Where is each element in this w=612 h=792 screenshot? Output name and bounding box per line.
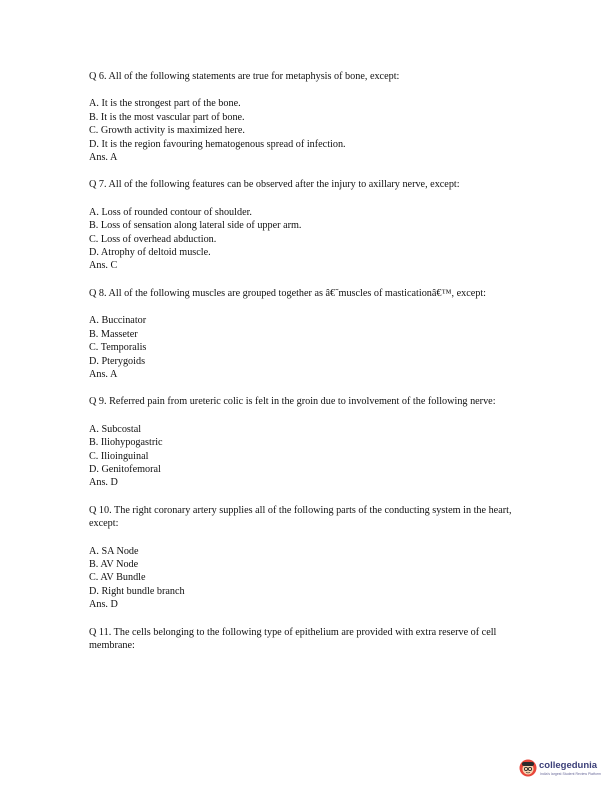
option-a: A. Buccinator — [89, 315, 147, 327]
answer: Ans. A — [89, 368, 118, 380]
option-a: A. Subcostal — [89, 423, 142, 435]
option-c: C. AV Bundle — [89, 572, 146, 584]
mascot-icon — [519, 759, 537, 777]
option-a: A. SA Node — [89, 545, 139, 557]
logo-tagline: India's largest Student Review Platform — [540, 772, 601, 776]
question-stem: Q 11. The cells belonging to the following type of epithelium are provided with extra reserve of cell membrane: — [89, 626, 497, 651]
document-body — [89, 70, 529, 666]
answer: Ans. D — [89, 477, 118, 489]
question-11 — [89, 626, 529, 653]
logo-name: collegedunia — [539, 760, 598, 771]
question-stem: Q 8. All of the following muscles are grouped together as â€˜muscles of masticationâ€™, except: — [89, 287, 486, 299]
option-d: D. Pterygoids — [89, 355, 146, 367]
question-6 — [89, 70, 529, 164]
option-d: D. Atrophy of deltoid muscle. — [89, 247, 211, 259]
option-c: C. Loss of overhead abduction. — [89, 233, 217, 245]
answer: Ans. D — [89, 599, 118, 611]
question-stem: Q 6. All of the following statements are true for metaphysis of bone, except: — [89, 71, 400, 82]
option-d: D. It is the region favouring hematogenous spread of infection. — [89, 138, 346, 150]
collegedunia-logo — [519, 757, 605, 781]
option-c: C. Ilioinguinal — [89, 450, 149, 462]
question-7 — [89, 178, 529, 272]
question-10 — [89, 504, 529, 612]
answer: Ans. A — [89, 152, 118, 164]
option-b: B. AV Node — [89, 558, 139, 570]
question-stem: Q 10. The right coronary artery supplies all of the following parts of the conducting system in the heart, except: — [89, 504, 512, 530]
option-b: B. Iliohypogastric — [89, 437, 163, 449]
option-b: B. Masseter — [89, 328, 138, 340]
option-a: A. It is the strongest part of the bone. — [89, 98, 241, 110]
option-c: C. Growth activity is maximized here. — [89, 125, 245, 137]
option-d: D. Right bundle branch — [89, 585, 185, 597]
option-a: A. Loss of rounded contour of shoulder. — [89, 206, 252, 218]
question-9 — [89, 395, 529, 489]
option-c: C. Temporalis — [89, 342, 147, 354]
option-b: B. Loss of sensation along lateral side of upper arm. — [89, 220, 302, 232]
option-d: D. Genitofemoral — [89, 463, 161, 475]
question-8 — [89, 287, 529, 381]
question-stem: Q 9. Referred pain from ureteric colic is felt in the groin due to involvement of the following nerve: — [89, 396, 496, 408]
answer: Ans. C — [89, 260, 118, 272]
option-b: B. It is the most vascular part of bone. — [89, 111, 245, 123]
question-stem: Q 7. All of the following features can be observed after the injury to axillary nerve, except: — [89, 179, 460, 191]
